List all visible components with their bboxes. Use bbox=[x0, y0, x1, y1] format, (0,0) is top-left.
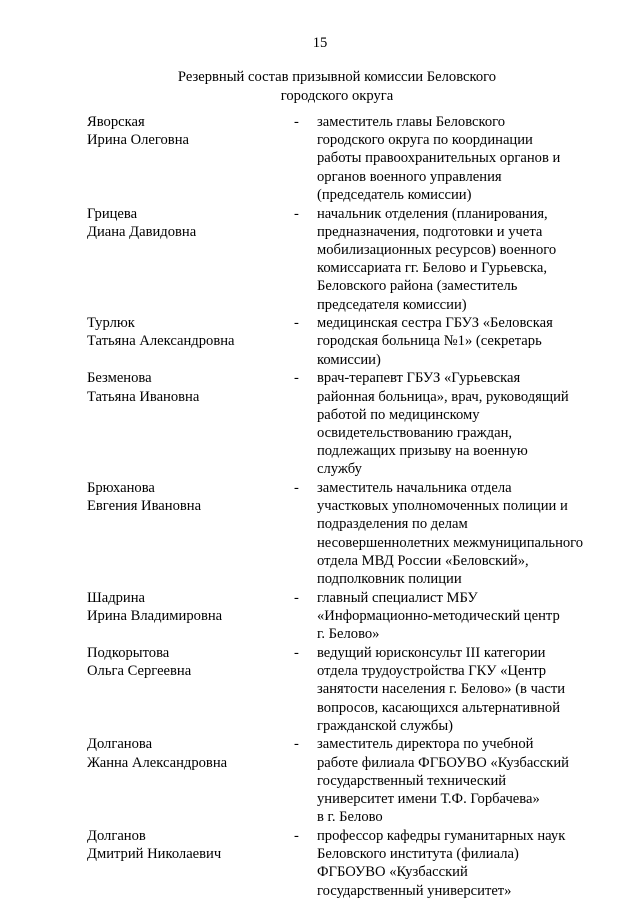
role-line: мобилизационных ресурсов) военного bbox=[317, 241, 557, 258]
dash-separator: - bbox=[294, 370, 299, 387]
member-given-names: Ирина Владимировна bbox=[87, 607, 223, 624]
role-line: органов военного управления bbox=[317, 168, 502, 185]
role-line: предназначения, подготовки и учета bbox=[317, 223, 543, 240]
member-surname: Долганов bbox=[87, 827, 146, 844]
member-role bbox=[317, 113, 607, 204]
role-line: работы правоохранительных органов и bbox=[317, 150, 561, 167]
role-line: заместитель директора по учебной bbox=[317, 736, 534, 753]
member-role bbox=[317, 205, 607, 314]
role-line: начальник отделения (планирования, bbox=[317, 205, 548, 222]
role-line: заместитель главы Беловского bbox=[317, 114, 506, 130]
role-line: в г. Белово bbox=[317, 809, 383, 826]
member-name bbox=[87, 735, 294, 826]
member-given-names: Ирина Олеговна bbox=[87, 132, 189, 149]
member-role bbox=[317, 479, 607, 588]
member-surname: Безменова bbox=[87, 370, 152, 387]
member-role bbox=[317, 314, 607, 369]
role-line: освидетельствованию граждан, bbox=[317, 424, 513, 441]
role-line: (председатель комиссии) bbox=[317, 186, 472, 203]
role-line: городская больница №1» (секретарь bbox=[317, 333, 542, 350]
role-line: государственный университет» bbox=[317, 882, 512, 899]
role-line: отдела трудоустройства ГКУ «Центр bbox=[317, 663, 547, 680]
member-name bbox=[87, 644, 294, 735]
role-line: Беловского института (филиала) bbox=[317, 846, 519, 863]
dash-separator: - bbox=[294, 736, 299, 753]
member-name bbox=[87, 205, 294, 314]
role-line: председателя комиссии) bbox=[317, 296, 467, 313]
role-line: главный специалист МБУ bbox=[317, 589, 478, 606]
member-surname: Яворская bbox=[87, 114, 145, 130]
member-entry bbox=[87, 479, 607, 588]
dash-separator: - bbox=[294, 114, 299, 130]
role-line: районная больница», врач, руководящий bbox=[317, 388, 569, 405]
dash-separator: - bbox=[294, 644, 299, 661]
role-line: «Информационно-методический центр bbox=[317, 607, 560, 624]
role-line: врач-терапевт ГБУЗ «Гурьевская bbox=[317, 370, 521, 387]
role-line: медицинская сестра ГБУЗ «Беловская bbox=[317, 315, 553, 332]
role-line: службу bbox=[317, 461, 362, 478]
member-entry bbox=[87, 735, 607, 826]
member-surname: Брюханова bbox=[87, 480, 155, 497]
member-surname: Долганова bbox=[87, 736, 153, 753]
document-title bbox=[0, 68, 640, 105]
member-given-names: Дмитрий Николаевич bbox=[87, 846, 222, 863]
member-name bbox=[87, 113, 294, 204]
member-surname: Подкорытова bbox=[87, 644, 170, 661]
dash-separator: - bbox=[294, 315, 299, 332]
role-line: занятости населения г. Белово» (в части bbox=[317, 681, 566, 698]
role-line: городского округа по координации bbox=[317, 132, 533, 149]
role-line: вопросов, касающихся альтернативной bbox=[317, 699, 561, 716]
member-entry bbox=[87, 314, 607, 369]
dash-separator: - bbox=[294, 827, 299, 844]
member-given-names: Ольга Сергеевна bbox=[87, 663, 192, 680]
member-entry bbox=[87, 644, 607, 735]
member-given-names: Жанна Александровна bbox=[87, 754, 228, 771]
member-role bbox=[317, 589, 607, 644]
member-name bbox=[87, 369, 294, 478]
member-given-names: Диана Давидовна bbox=[87, 223, 197, 240]
member-name bbox=[87, 314, 294, 369]
role-line: ведущий юрисконсульт III категории bbox=[317, 644, 546, 661]
title-line-2: городского округа bbox=[280, 87, 394, 104]
role-line: подлежащих призыву на военную bbox=[317, 443, 528, 460]
dash-separator: - bbox=[294, 480, 299, 497]
role-line: комиссариата гг. Белово и Гурьевска, bbox=[317, 260, 548, 277]
role-line: работе филиала ФГБОУВО «Кузбасский bbox=[317, 754, 569, 771]
role-line: подразделения по делам bbox=[317, 516, 468, 533]
member-role bbox=[317, 369, 607, 478]
role-line: г. Белово» bbox=[317, 626, 380, 643]
role-line: государственный технический bbox=[317, 772, 507, 789]
page-number: 15 bbox=[312, 35, 328, 51]
member-role bbox=[317, 827, 607, 900]
role-line: заместитель начальника отдела bbox=[317, 480, 512, 497]
member-entry bbox=[87, 589, 607, 644]
member-entry bbox=[87, 827, 607, 900]
role-line: отдела МВД России «Беловский», bbox=[317, 552, 529, 569]
role-line: несовершеннолетних межмуниципального bbox=[317, 534, 584, 551]
member-name bbox=[87, 479, 294, 588]
role-line: гражданской службы) bbox=[317, 717, 453, 734]
dash-separator: - bbox=[294, 205, 299, 222]
member-surname: Шадрина bbox=[87, 589, 146, 606]
role-line: Беловского района (заместитель bbox=[317, 278, 518, 295]
title-line-1: Резервный состав призывной комиссии Беловского bbox=[177, 69, 497, 85]
member-entry bbox=[87, 113, 607, 204]
member-list bbox=[87, 113, 607, 900]
member-name bbox=[87, 827, 294, 900]
role-line: участковых уполномоченных полиции и bbox=[317, 498, 568, 515]
member-role bbox=[317, 735, 607, 826]
member-role bbox=[317, 644, 607, 735]
member-name bbox=[87, 589, 294, 644]
member-entry bbox=[87, 369, 607, 478]
role-line: комиссии) bbox=[317, 351, 381, 368]
role-line: работой по медицинскому bbox=[317, 406, 480, 423]
role-line: ФГБОУВО «Кузбасский bbox=[317, 864, 468, 881]
member-entry bbox=[87, 205, 607, 314]
role-line: профессор кафедры гуманитарных наук bbox=[317, 827, 566, 844]
dash-separator: - bbox=[294, 589, 299, 606]
member-given-names: Татьяна Ивановна bbox=[87, 388, 200, 405]
role-line: подполковник полиции bbox=[317, 571, 462, 588]
member-given-names: Евгения Ивановна bbox=[87, 498, 202, 515]
member-surname: Грицева bbox=[87, 205, 138, 222]
member-given-names: Татьяна Александровна bbox=[87, 333, 235, 350]
member-surname: Турлюк bbox=[87, 315, 135, 332]
role-line: университет имени Т.Ф. Горбачева» bbox=[317, 791, 540, 808]
